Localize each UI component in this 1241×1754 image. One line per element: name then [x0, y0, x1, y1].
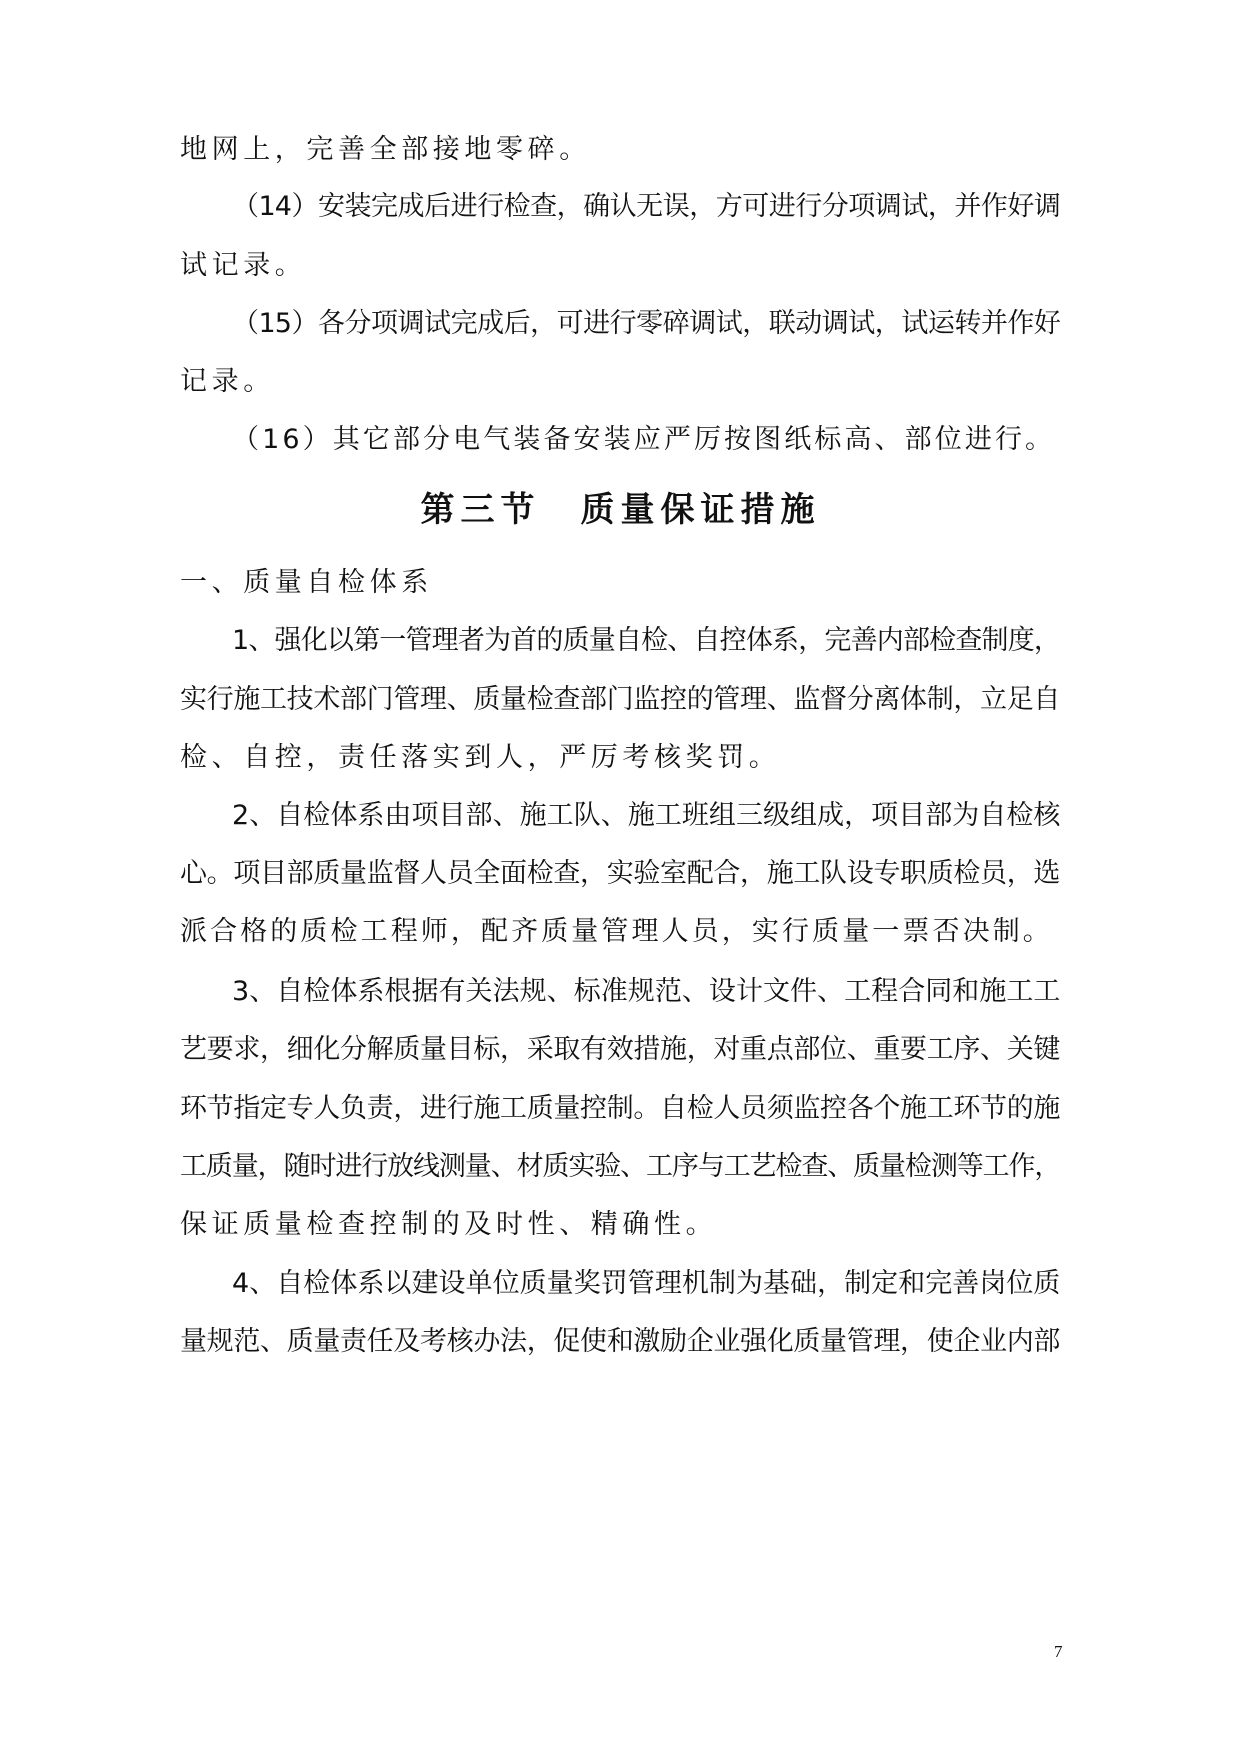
paragraph-line: 4、自检体系以建设单位质量奖罚管理机制为基础，制定和完善岗位质 — [232, 1268, 1060, 1299]
paragraph-line: 记录。 — [180, 366, 275, 397]
section-heading: 第三节 质量保证措施 — [420, 490, 821, 530]
paragraph-line: 工质量，随时进行放线测量、材质实验、工序与工艺检查、质量检测等工作， — [180, 1151, 1060, 1182]
paragraph-line: 实行施工技术部门管理、质量检查部门监控的管理、监督分离体制，立足自 — [180, 684, 1060, 715]
paragraph-line: 量规范、质量责任及考核办法，促使和激励企业强化质量管理，使企业内部 — [180, 1326, 1060, 1357]
paragraph-line: 派合格的质检工程师，配齐质量管理人员，实行质量一票否决制。 — [180, 916, 1053, 947]
paragraph-line: 艺要求，细化分解质量目标，采取有效措施，对重点部位、重要工序、关键 — [180, 1034, 1060, 1065]
paragraph-line: （14）安装完成后进行检查，确认无误，方可进行分项调试，并作好调 — [232, 191, 1060, 222]
paragraph-line: 环节指定专人负责，进行施工质量控制。自检人员须监控各个施工环节的施 — [180, 1093, 1060, 1124]
paragraph-line: 试记录。 — [180, 250, 307, 281]
subsection-heading: 一、质量自检体系 — [180, 567, 433, 598]
paragraph-line: 保证质量检查控制的及时性、精确性。 — [180, 1209, 718, 1240]
paragraph-line: 地网上，完善全部接地零碎。 — [180, 134, 591, 165]
paragraph-line: （16）其它部分电气装备安装应严厉按图纸标高、部位进行。 — [232, 424, 1056, 455]
paragraph-line: 1、强化以第一管理者为首的质量自检、自控体系，完善内部检查制度， — [232, 625, 1060, 656]
paragraph-line: 2、自检体系由项目部、施工队、施工班组三级组成，项目部为自检核 — [232, 800, 1060, 831]
paragraph-line: 3、自检体系根据有关法规、标准规范、设计文件、工程合同和施工工 — [232, 976, 1060, 1007]
paragraph-line: 心。项目部质量监督人员全面检查，实验室配合，施工队设专职质检员，选 — [180, 858, 1060, 889]
paragraph-line: 检、自控，责任落实到人，严厉考核奖罚。 — [180, 742, 781, 773]
paragraph-line: （15）各分项调试完成后，可进行零碎调试，联动调试，试运转并作好 — [232, 308, 1060, 339]
page-number: 7 — [1054, 1642, 1063, 1661]
